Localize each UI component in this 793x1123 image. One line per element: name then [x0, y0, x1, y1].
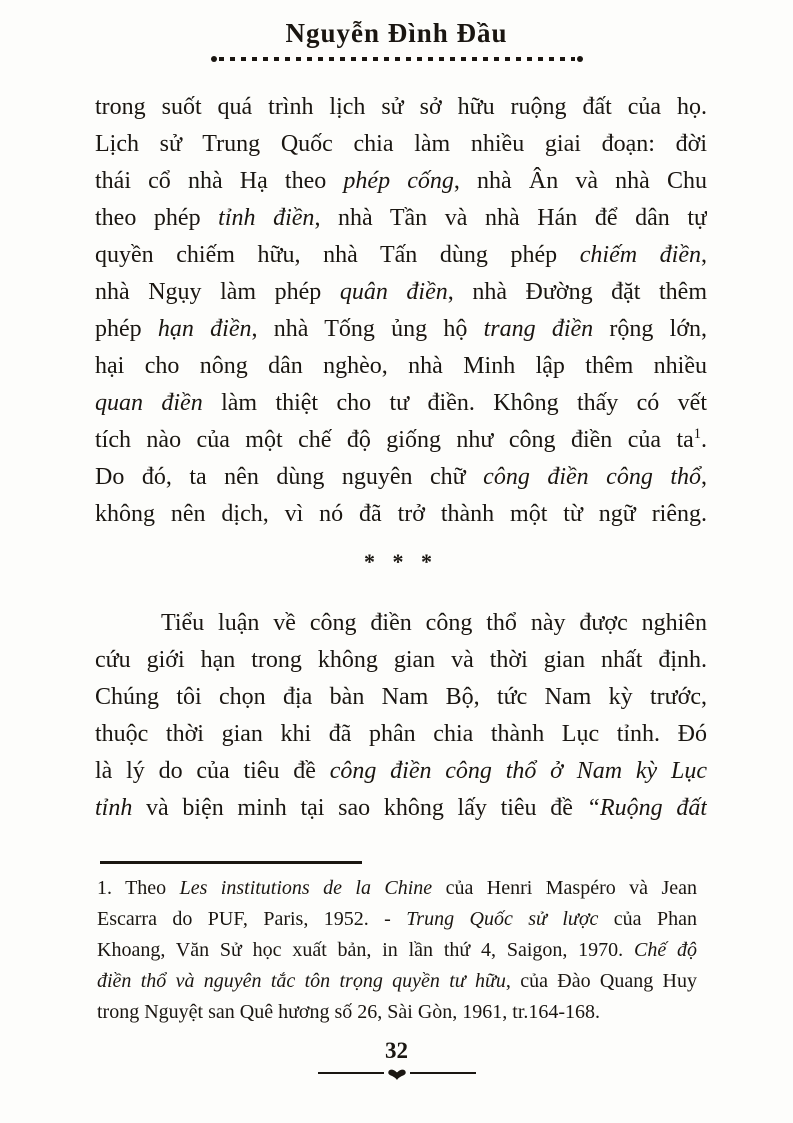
rule-end-dot-left-icon	[211, 56, 217, 62]
text-line: Tiểu luận về công điền công thổ này được nghiên	[161, 610, 707, 636]
paragraph-1	[95, 89, 707, 533]
page-footer	[0, 1038, 793, 1081]
text-line: thuộc thời gian khi đã phân chia thành Lục tỉnh. Đó	[95, 721, 707, 747]
text-line: phép hạn điền, nhà Tống ủng hộ trang điền rộng lớn,	[95, 316, 707, 342]
text-line: hại cho nông dân nghèo, nhà Minh lập thêm nhiều	[95, 353, 707, 379]
text-line: quyền chiếm hữu, nhà Tấn dùng phép chiếm điền,	[95, 242, 707, 268]
text-line: nhà Ngụy làm phép quân điền, nhà Đường đặt thêm	[95, 279, 707, 305]
text-line: Khoang, Văn Sử học xuất bản, in lần thứ 4, Saigon, 1970. Chế độ	[97, 939, 697, 961]
text-line: thái cổ nhà Hạ theo phép cống, nhà Ân và nhà Chu	[95, 168, 707, 194]
ornament-line-right	[410, 1072, 476, 1074]
text-line: quan điền làm thiệt cho tư điền. Không thấy có vết	[95, 390, 707, 416]
text-line: theo phép tỉnh điền, nhà Tần và nhà Hán để dân tự	[95, 205, 707, 231]
footnote	[97, 873, 697, 1028]
text-line: Lịch sử Trung Quốc chia làm nhiều giai đoạn: đời	[95, 131, 707, 157]
text-line: 1. Theo Les institutions de la Chine của Henri Maspéro và Jean	[97, 877, 697, 899]
paragraph-2	[95, 605, 707, 827]
text-line: cứu giới hạn trong không gian và thời gian nhất định.	[95, 647, 707, 673]
text-line: là lý do của tiêu đề công điền công thổ ở Nam kỳ Lục	[95, 758, 707, 784]
page-header	[0, 0, 793, 61]
text-line: tích nào của một chế độ giống như công điền của $ta^1$.	[95, 426, 707, 453]
text-line: Do đó, ta nên dùng nguyên chữ công điền công thổ,	[95, 464, 707, 490]
text-line: Chúng tôi chọn địa bàn Nam Bộ, tức Nam kỳ trước,	[95, 684, 707, 710]
page-number: 32	[385, 1038, 408, 1063]
text-line: trong Nguyệt san Quê hương số 26, Sài Gòn, 1961, tr.164-168.	[97, 1001, 601, 1023]
header-dashed-rule	[211, 56, 583, 61]
text-line: điền thổ và nguyên tắc tôn trọng quyền tư hữu, của Đào Quang Huy	[97, 970, 697, 992]
fleuron-icon	[385, 1066, 409, 1081]
rule-dashes	[219, 57, 575, 61]
text-line: tỉnh và biện minh tại sao không lấy tiêu đề “Ruộng đất	[95, 795, 707, 821]
text-line: Escarra do PUF, Paris, 1952. - Trung Quốc sử lược của Phan	[97, 908, 697, 930]
body-text	[95, 89, 707, 827]
ornament-line-left	[318, 1072, 384, 1074]
rule-end-dot-right-icon	[577, 56, 583, 62]
text-line: trong suốt quá trình lịch sử sở hữu ruộng đất của họ.	[95, 94, 707, 120]
section-separator: * * *	[364, 549, 438, 574]
author-name: Nguyễn Đình Đầu	[285, 18, 508, 48]
footnote-rule	[100, 861, 362, 864]
footer-ornament	[0, 1065, 793, 1081]
text-line: không nên dịch, vì nó đã trở thành một từ ngữ riêng.	[95, 501, 707, 527]
